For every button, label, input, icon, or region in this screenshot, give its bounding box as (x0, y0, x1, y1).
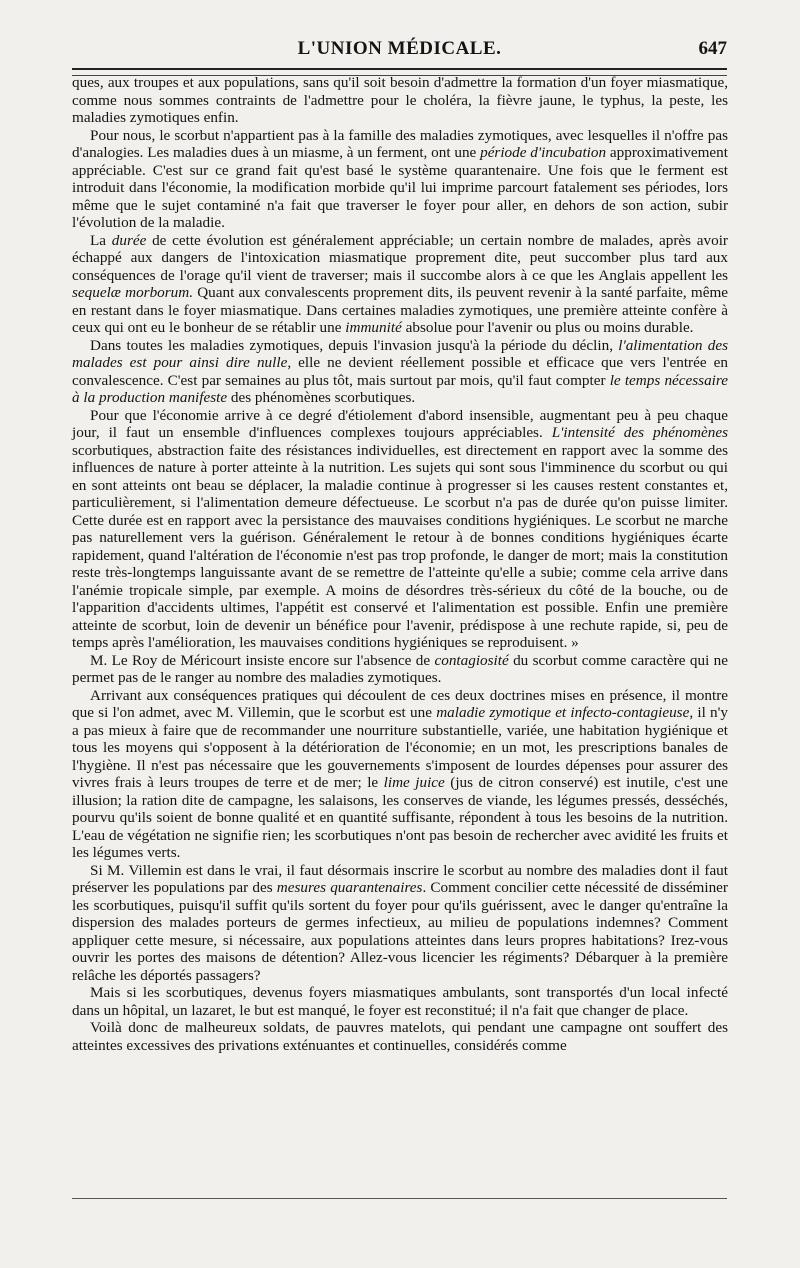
text-run: Arrivant aux conséquences pratiques qui découlent de ces deux doctrines mises en présence, il montre que si l'on admet, avec M. Villemin, que le scorbut est une (72, 686, 728, 721)
text-run: M. Le Roy de Méricourt insiste encore sur l'absence de (90, 651, 435, 669)
paragraph (72, 687, 728, 862)
footer-rule (72, 1198, 727, 1199)
journal-title: L'UNION MÉDICALE. (297, 38, 502, 59)
paragraph (72, 337, 728, 407)
text-run: La (90, 231, 112, 249)
italic-text: L'intensité des phénomènes (551, 424, 729, 441)
paragraph (72, 1019, 728, 1054)
text-run: (jus de citron conservé) est inutile, c'est une illusion; la ration dite de campagne, les salaisons, les conserves de viande, les légumes pressés, desséchés, pourvu qu'ils soient de bonne qualité et en quantité suffisante, répondent à tous les besoins de la nutrition. L'eau de végétation ne signifie rien; les scorbutiques n'ont pas besoin de rechercher avec avidité les fruits et les légumes verts. (72, 774, 728, 861)
text-run: scorbutiques, abstraction faite des résistances individuelles, est directement en rapport avec la somme des influences de nature à porter atteinte à la nutrition. Les sujets qui sont sous l'imminence du scorbut ou qui en sont atteints ont beau se déplacer, la maladie continue à progresser si les causes restent constantes et, particulièrement, si l'alimentation demeure défectueuse. Le scorbut n'a pas de durée qu'on puisse limiter. Cette durée est en rapport avec la persistance des mauvaises conditions hygiéniques. Le scorbut ne marche pas naturellement vers la guérison. Généralement le retour à de bonnes conditions hygiéniques écarte rapidement, quand l'altération de l'économie n'est pas trop profonde, le danger de mort; mais la constitution reste très-longtemps languissante avant de se remettre de l'atteinte qu'elle a subie; comme cela arrive dans l'anémie tropicale simple, par exemple. A moins de désordres très-sérieux du côté de la bouche, ou de l'apparition d'accidents ultimes, l'appétit est conservé et l'alimentation est possible. Enfin une première atteinte de scorbut, loin de devenir un bénéfice pour l'avenir, prédispose à une rechute rapide, si, peu de temps après l'amélioration, les mauvaises conditions hygiéniques se reproduisent. » (72, 441, 728, 651)
text-run: du scorbut comme caractère qui ne permet pas de le ranger au nombre des maladies zymotiques. (72, 651, 729, 686)
text-run: Pour nous, le scorbut n'appartient pas à la famille des maladies zymotiques, avec lesquelles il n'offre pas d'analogies. Les maladies dues à un miasme, à un ferment, ont une (72, 126, 728, 161)
text-run: , elle ne devient réellement possible et efficace que vers l'entrée en convalescence. C'est par semaines au plus tôt, mais surtout par mois, qu'il faut compter (72, 354, 728, 389)
italic-text: période d'incubation (480, 144, 607, 161)
italic-text: mesures quarantenaires (276, 879, 423, 896)
text-run: approximativement appréciable. C'est sur ce grand fait qu'est basé le système quarantenaire. Une fois que le ferment est introduit dans l'économie, la modification morbide qu'il lui imprime parcourt fatalement ses périodes, lors même que le sujet contaminé n'a fait que traverser le foyer pour aller, en dehors de son action, subir l'évolution de la maladie. (72, 144, 728, 231)
text-run: de cette évolution est généralement appréciable; un certain nombre de malades, après avoir échappé aux dangers de l'intoxication miasmatique proprement dite, peut succomber plus tard aux conséquences de l'orage qu'il vient de traverser; mais il succombe alors à ce que les Anglais appellent les (72, 231, 728, 284)
text-run: Si M. Villemin est dans le vrai, il faut désormais inscrire le scorbut au nombre des maladies dont il faut préserver les populations par des (72, 861, 728, 896)
text-run: . Comment concilier cette nécessité de disséminer les scorbutiques, puisqu'il suffit qu'ils sortent du foyer pour qu'ils guérissent, avec le danger qu'entraîne la dispersion des malades porteurs de germes infectieux, au milieu de populations indemnes? Comment appliquer cette mesure, si nécessaire, aux populations atteintes dans leurs propres habitations? Irez-vous ouvrir les portes des maisons de détention? Allez-vous licencier les régiments? Débarquer à la première relâche les déportés passagers? (72, 879, 728, 984)
italic-text: maladie zymotique et infecto-contagieuse (436, 704, 690, 721)
paragraph (72, 127, 728, 232)
italic-text: lime juice (383, 774, 445, 791)
paragraph (72, 74, 728, 127)
paragraph (72, 232, 728, 337)
running-header (72, 30, 727, 66)
text-run: Quant aux convalescents proprement dits, ils peuvent revenir à la santé parfaite, même en restant dans le foyer miasmatique. Dans certaines maladies zymotiques, une première atteinte confère à ceux qui ont eu le bonheur de se rétablir une (72, 284, 728, 336)
italic-text: sequelæ morborum. (72, 284, 194, 301)
text-run: absolue pour l'avenir ou plus ou moins durable. (401, 319, 694, 336)
text-run: des phénomènes scorbutiques. (227, 389, 416, 406)
text-run: ques, aux troupes et aux populations, sans qu'il soit besoin d'admettre la formation d'un foyer miasmatique, comme nous sommes contraints de l'admettre pour le choléra, la fièvre jaune, le typhus, la peste, les maladies zymotiques enfin. (72, 74, 728, 126)
text-run: Pour que l'économie arrive à ce degré d'étiolement d'abord insensible, augmentant peu à peu chaque jour, il faut un ensemble d'influences complexes toujours appréciables. (72, 406, 728, 441)
italic-text: l'alimentation des malades est pour ainsi dire nulle (72, 336, 728, 371)
text-run: , il n'y a pas mieux à faire que de recommander une nourriture substantielle, variée, une habitation hygiénique et tous les moyens qui s'opposent à la détérioration de l'économie; en un mot, les prescriptions banales de l'hygiène. Il n'est pas nécessaire que les gouvernements s'imposent de lourdes dépenses pour assurer des vivres frais à leurs troupes de terre et de mer; le (72, 704, 728, 791)
text-run: Mais si les scorbutiques, devenus foyers miasmatiques ambulants, sont transportés d'un local infecté dans un hôpital, un lazaret, le but est manqué, le foyer est reconstitué; il n'a fait que changer de place. (72, 984, 728, 1019)
italic-text: le temps nécessaire à la production manifeste (72, 371, 728, 406)
italic-text: contagiosité (434, 651, 509, 669)
article-body (72, 74, 728, 1054)
paragraph (72, 862, 728, 985)
paragraph (72, 652, 728, 687)
italic-text: immunité (345, 319, 402, 336)
text-run: Dans toutes les maladies zymotiques, depuis l'invasion jusqu'à la période du déclin, (90, 336, 619, 354)
paragraph (72, 984, 728, 1019)
page-number: 647 (698, 38, 727, 59)
paragraph (72, 407, 728, 652)
italic-text: durée (111, 231, 147, 249)
text-run: Voilà donc de malheureux soldats, de pauvres matelots, qui pendant une campagne ont souffert des atteintes excessives des privations exténuantes et continuelles, considérés comme (72, 1019, 728, 1054)
